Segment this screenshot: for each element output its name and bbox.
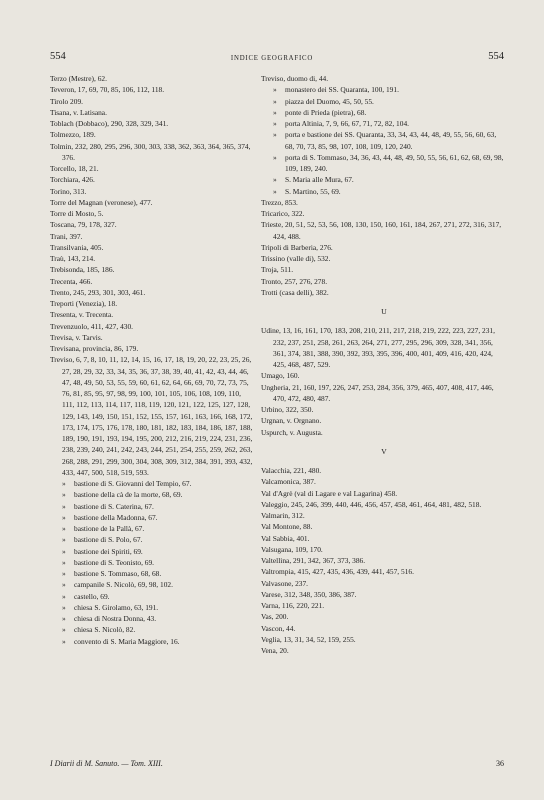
index-entry [50, 84, 253, 95]
entry-text: Troja, 511. [261, 265, 294, 275]
index-entry [261, 488, 507, 499]
entry-text: Urgnan, v. Orgnano. [261, 416, 322, 426]
entry-text: Tripoli di Barberia, 276. [261, 242, 333, 252]
index-subentry [50, 478, 253, 489]
entry-text: Transilvania, 405. [50, 242, 104, 252]
entry-text: Vena, 20. [261, 646, 289, 655]
entry-text: Trotti (casa delli), 382. [261, 287, 329, 297]
index-entry [50, 253, 253, 264]
entry-text: Urbino, 322, 350. [261, 405, 314, 414]
index-entry [261, 533, 507, 544]
entry-text: Torre del Magnan (veronese), 477. [50, 197, 153, 207]
entry-text: ponte di Prieda (pietra), 68. [285, 107, 367, 117]
entry-text: bastione dei Spiriti, 69. [74, 546, 143, 556]
ditto-mark: » [62, 614, 66, 623]
entry-text: Treviso, 6, 7, 8, 10, 11, 12, 14, 15, 16, 17, 18, 19, 20, 22, 23, 25, 26, 27, 28, 29, 32, 33, 34, 35, 36, 37, 38, 39, 40, 41, 42, 43, 44, 46, 47, 48, 49, 50, 53, 55, 59, 60, 61, 62, 64, 66, 69, 70, 72, 73, 75, 76, 81, 85, 95, 97, 98, 99, 100, 101, 105, 106, 108, 109, 110, 111, 112, 113, 114, 117, 118, 119, 120, 121, 122, 125, 127, 128, 129, 143, 149, 150, 151, 152, 155, 157, 161, 163, 166, 168, 172, 173, 174, 175, 176, 178, 180, 181, 182, 183, 184, 186, 187, 188, 189, 190, 191, 193, 194, 195, 200, 212, 216, 219, 224, 231, 236, 238, 239, 240, 241, 242, 243, 244, 251, 254, 255, 259, 262, 263, 268, 288, 291, 299, 300, 304, 308, 309, 312, 384, 391, 393, 432, 433, 447, 500, 518, 519, 593. [50, 355, 253, 477]
entry-text: Trissino (valle di), 532. [261, 254, 331, 263]
ditto-mark: » [273, 85, 277, 95]
index-entry [261, 404, 507, 415]
index-entry [50, 354, 253, 478]
entry-text: bastione della Madonna, 67. [74, 512, 158, 522]
entry-text: Traù, 143, 214. [50, 254, 96, 263]
index-entry [261, 208, 507, 219]
index-entry [50, 309, 253, 320]
index-entry [261, 287, 507, 298]
index-entry [261, 611, 507, 622]
ditto-mark: » [273, 119, 277, 128]
entry-text: Uspurch, v. Augusta. [261, 427, 323, 437]
entry-text: Trieste, 20, 51, 52, 53, 56, 108, 130, 150, 160, 161, 184, 267, 271, 272, 316, 317, 424, 488. [261, 220, 502, 241]
entry-text: Trento, 245, 293, 301, 303, 461. [50, 287, 146, 297]
index-entry [261, 219, 507, 242]
index-entry [261, 427, 507, 438]
ditto-mark: » [62, 580, 66, 590]
entry-text: chiesa S. Nicolò, 82. [74, 625, 136, 635]
ditto-mark: » [62, 546, 66, 556]
index-entry [50, 276, 253, 287]
entry-text: Valacchia, 221, 480. [261, 466, 322, 475]
ditto-mark: » [62, 557, 66, 567]
index-entry [261, 600, 507, 611]
index-entry [261, 566, 507, 577]
ditto-mark: » [273, 130, 277, 140]
index-entry [50, 321, 253, 332]
entry-text: Trevisana, provincia, 86, 179. [50, 344, 139, 353]
index-entry [261, 253, 507, 264]
index-entry [261, 276, 507, 287]
index-entry [261, 521, 507, 532]
index-entry [50, 163, 253, 174]
index-column-right [261, 73, 507, 656]
entry-text: Tirolo 209. [50, 96, 83, 106]
entry-text: Trecenta, 466. [50, 276, 93, 286]
entry-text: Trevenzuolo, 411, 427, 430. [50, 321, 134, 331]
index-subentry [50, 591, 253, 602]
entry-text: Valtrompia, 415, 427, 435, 436, 439, 441, 457, 516. [261, 567, 414, 577]
entry-text: Valcamonica, 387. [261, 477, 316, 487]
ditto-mark: » [273, 152, 277, 162]
entry-text: Terzo (Mestre), 62. [50, 74, 107, 83]
index-entry [50, 96, 253, 107]
section-letter: U [381, 307, 387, 316]
index-entry [261, 325, 507, 370]
ditto-mark: » [62, 625, 66, 635]
ditto-mark: » [62, 479, 66, 488]
signature-number: 36 [496, 759, 504, 768]
entry-text: Val d'Agrè (val di Lagare e val Lagarina) 458. [261, 488, 398, 498]
ditto-mark: » [62, 512, 66, 522]
index-entry [261, 382, 507, 405]
index-entry [50, 141, 253, 164]
entry-text: porta di S. Tommaso, 34, 36, 43, 44, 48, 49, 50, 55, 56, 61, 62, 68, 69, 98, 109, 189, 240. [285, 152, 504, 173]
entry-text: bastione della cà de la morte, 68, 69. [74, 490, 183, 500]
index-subentry [50, 534, 253, 545]
index-entry [261, 623, 507, 634]
page-number-right: 554 [488, 51, 504, 62]
index-subentry [261, 186, 507, 197]
index-subentry [50, 489, 253, 500]
entry-text: Udine, 13, 16, 161, 170, 183, 208, 210, 211, 217, 218, 219, 222, 223, 227, 231, 232, 237, 251, 258, 261, 263, 264, 271, 277, 295, 296, 309, 328, 341, 356, 361, 374, 381, 388, 390, 392, 393, 395, 396, 400, 401, 409, 416, 420, 424, 425, 468, 487, 529. [261, 326, 495, 369]
index-subentry [50, 501, 253, 512]
entry-text: Umago, 160. [261, 371, 300, 381]
index-entry [261, 578, 507, 589]
entry-text: Torchiara, 426. [50, 175, 95, 185]
entry-text: piazza del Duomo, 45, 50, 55. [285, 96, 374, 106]
entry-text: Toblach (Dobbaco), 290, 328, 329, 341. [50, 119, 169, 128]
entry-text: Valeggio, 245, 246, 399, 440, 446, 456, 457, 458, 461, 464, 481, 482, 518. [261, 499, 482, 509]
entry-text: chiesa di Nostra Donna, 43. [74, 614, 157, 623]
index-entry [261, 197, 507, 208]
ditto-mark: » [273, 175, 277, 185]
entry-text: chiesa S. Girolamo, 63, 191. [74, 602, 159, 612]
ditto-mark: » [62, 591, 66, 601]
entry-text: Vas, 200. [261, 612, 289, 622]
index-entry [50, 174, 253, 185]
index-entry [50, 343, 253, 354]
entry-text: Val Montone, 88. [261, 522, 313, 532]
entry-text: Tricarico, 322. [261, 209, 305, 218]
index-subentry [50, 546, 253, 557]
footer-title: I Diarii di M. Sanuto. — Tom. XIII. [50, 759, 163, 768]
ditto-mark: » [273, 186, 277, 196]
running-header: INDICE GEOGRAFICO [230, 55, 314, 62]
index-subentry [261, 129, 507, 152]
index-subentry [50, 557, 253, 568]
entry-text: Teveron, 17, 69, 70, 85, 106, 112, 118. [50, 85, 165, 95]
entry-text: bastione di S. Caterina, 67. [74, 501, 154, 511]
entry-text: Tronto, 257, 276, 278. [261, 276, 328, 286]
index-entry [261, 634, 507, 645]
ditto-mark: » [62, 524, 66, 533]
index-column-left [50, 73, 253, 647]
entry-text: Torre di Mosto, 5. [50, 209, 104, 218]
index-subentry [50, 636, 253, 647]
ditto-mark: » [273, 96, 277, 106]
index-entry [50, 298, 253, 309]
index-entry [50, 231, 253, 242]
entry-text: Valvasone, 237. [261, 578, 309, 588]
entry-text: Tisana, v. Latisana. [50, 107, 107, 117]
entry-text: Valmarin, 312. [261, 511, 305, 520]
index-entry [261, 510, 507, 521]
ditto-mark: » [62, 490, 66, 500]
entry-text: Vascon, 44. [261, 623, 296, 633]
entry-text: monastero dei SS. Quaranta, 100, 191. [285, 85, 399, 95]
entry-text: Trevisa, v. Tarvis. [50, 332, 103, 342]
index-subentry [50, 512, 253, 523]
entry-text: Torcello, 18, 21. [50, 164, 99, 173]
index-subentry [50, 602, 253, 613]
index-entry [50, 242, 253, 253]
index-entry [261, 476, 507, 487]
entry-text: Veglia, 13, 31, 34, 52, 159, 255. [261, 634, 356, 644]
index-entry [261, 370, 507, 381]
entry-text: Trani, 397. [50, 231, 83, 241]
entry-text: Tolmezzo, 189. [50, 130, 96, 140]
index-entry [261, 544, 507, 555]
index-entry [50, 332, 253, 343]
entry-text: S. Martino, 55, 69. [285, 186, 341, 196]
index-entry [50, 208, 253, 219]
index-entry [50, 219, 253, 230]
page-number-left: 554 [50, 51, 66, 62]
entry-text: Valsugana, 109, 170. [261, 544, 323, 554]
entry-text: Toscana, 79, 178, 327. [50, 220, 117, 230]
index-entry [261, 73, 507, 84]
index-entry [50, 186, 253, 197]
entry-text: bastione di S. Polo, 67. [74, 535, 143, 545]
index-subentry [261, 174, 507, 185]
index-subentry [261, 84, 507, 95]
entry-text: Val Sabbia, 401. [261, 533, 310, 543]
entry-text: Valtellina, 291, 342, 367, 373, 386. [261, 556, 366, 565]
index-entry [50, 287, 253, 298]
index-subentry [50, 579, 253, 590]
entry-text: Treporti (Venezia), 18. [50, 299, 118, 308]
index-entry [261, 555, 507, 566]
entry-text: Trezzo, 853. [261, 197, 298, 207]
entry-text: porta Altinia, 7, 9, 66, 67, 71, 72, 82, 104. [285, 119, 409, 128]
entry-text: campanile S. Nicolò, 69, 98, 102. [74, 580, 173, 590]
entry-text: Treviso, duomo di, 44. [261, 74, 329, 83]
ditto-mark: » [62, 602, 66, 612]
index-entry [50, 264, 253, 275]
entry-text: bastione di S. Teonisto, 69. [74, 557, 155, 567]
index-entry [261, 264, 507, 275]
index-entry [261, 242, 507, 253]
index-entry [50, 197, 253, 208]
index-entry [261, 589, 507, 600]
index-entry [50, 118, 253, 129]
section-letter: V [381, 446, 387, 456]
entry-text: Varna, 116, 220, 221. [261, 601, 325, 610]
index-subentry [261, 152, 507, 175]
entry-text: convento di S. Maria Maggiore, 16. [74, 636, 180, 646]
index-entry [261, 499, 507, 510]
entry-text: Tolmin, 232, 280, 295, 296, 300, 303, 338, 362, 363, 364, 365, 374, 376. [50, 141, 251, 162]
index-entry [50, 107, 253, 118]
entry-text: Trebisonda, 185, 186. [50, 265, 115, 275]
index-entry [261, 415, 507, 426]
index-subentry [50, 568, 253, 579]
index-subentry [261, 96, 507, 107]
index-entry [261, 645, 507, 656]
index-subentry [50, 624, 253, 635]
index-subentry [261, 107, 507, 118]
entry-text: bastione de la Pallà, 67. [74, 524, 145, 533]
entry-text: Torino, 313. [50, 186, 87, 196]
entry-text: castello, 69. [74, 591, 110, 601]
index-entry [50, 73, 253, 84]
ditto-mark: » [62, 636, 66, 646]
index-entry [50, 129, 253, 140]
ditto-mark: » [273, 107, 277, 117]
index-subentry [50, 523, 253, 534]
ditto-mark: » [62, 501, 66, 511]
entry-text: bastione di S. Giovanni del Tempio, 67. [74, 479, 192, 488]
index-subentry [261, 118, 507, 129]
index-entry [261, 465, 507, 476]
index-subentry [50, 613, 253, 624]
entry-text: porta e bastione dei SS. Quaranta, 33, 34, 43, 44, 48, 49, 55, 56, 60, 63, 68, 70, 73, 85, 98, 107, 108, 109, 120, 240. [285, 130, 497, 151]
ditto-mark: » [62, 569, 66, 578]
entry-text: bastione S. Tommaso, 68, 68. [74, 569, 162, 578]
entry-text: Ungheria, 21, 160, 197, 226, 247, 253, 284, 356, 379, 465, 407, 408, 417, 446, 470, 472, 480, 487. [261, 382, 494, 403]
ditto-mark: » [62, 535, 66, 545]
entry-text: Varese, 312, 348, 350, 386, 387. [261, 589, 357, 599]
entry-text: S. Maria alle Mura, 67. [285, 175, 354, 185]
entry-text: Tresenta, v. Trecenta. [50, 310, 114, 320]
